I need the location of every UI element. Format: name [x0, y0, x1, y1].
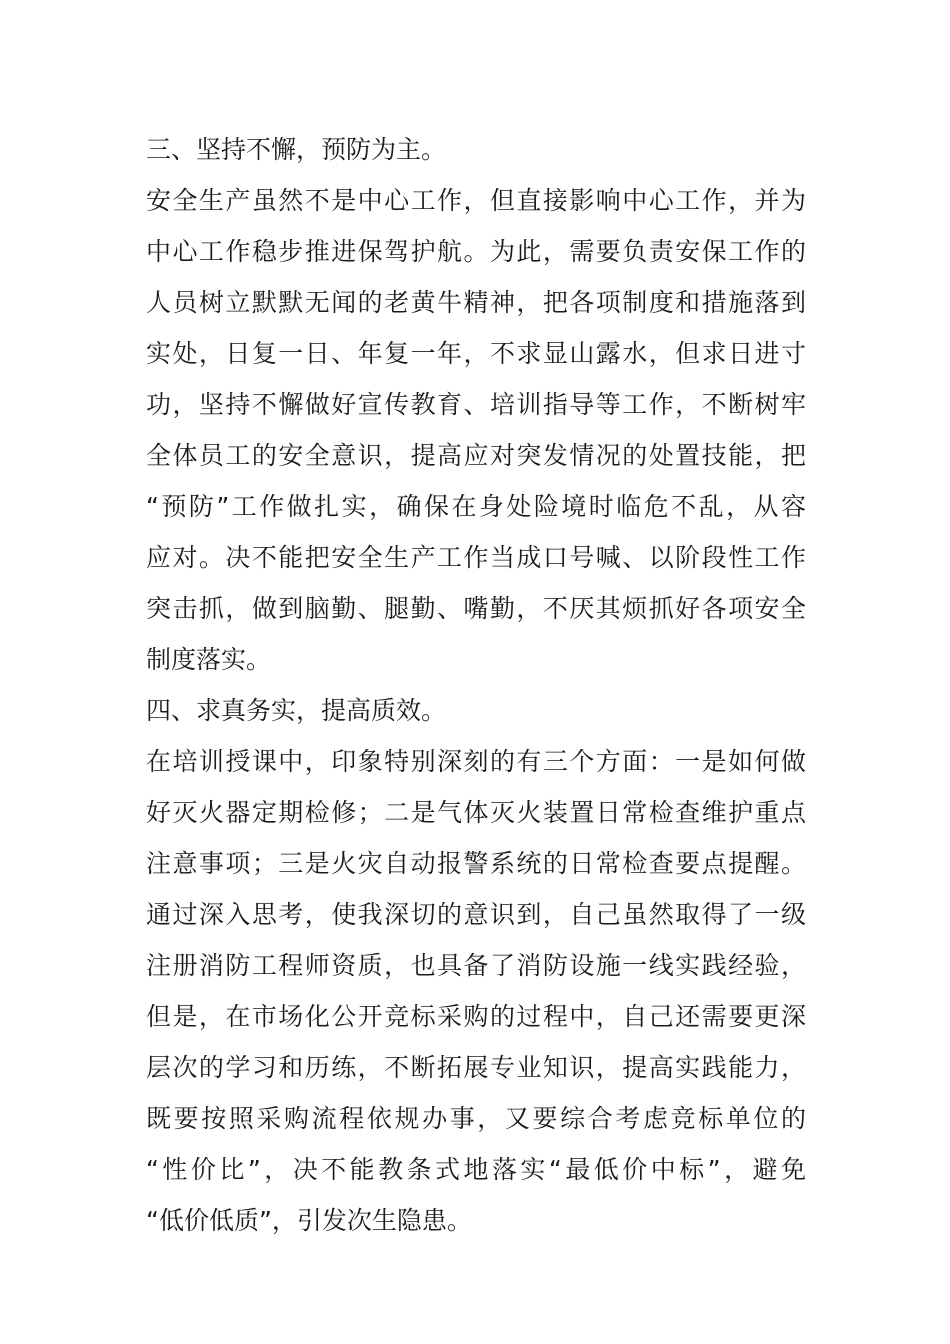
paragraph-line: 安全生产虽然不是中心工作，但直接影响中心工作，并为 — [146, 186, 806, 215]
paragraph-line: 制度落实。 — [146, 645, 272, 674]
paragraph-line: 既要按照采购流程依规办事，又要综合考虑竞标单位的 — [146, 1104, 806, 1133]
paragraph-line: 功，坚持不懈做好宣传教育、培训指导等工作，不断树牢 — [146, 390, 806, 419]
paragraph-line: “性价比”，决不能教条式地落实“最低价中标”，避免 — [146, 1155, 806, 1184]
paragraph-line: 通过深入思考，使我深切的意识到，自己虽然取得了一级 — [146, 900, 806, 929]
paragraph-line: 人员树立默默无闻的老黄牛精神，把各项制度和措施落到 — [146, 288, 806, 317]
paragraph-line: 层次的学习和历练，不断拓展专业知识，提高实践能力， — [146, 1053, 806, 1082]
paragraph-line: 注意事项；三是火灾自动报警系统的日常检查要点提醒。 — [146, 849, 806, 878]
paragraph-line: “预防”工作做扎实，确保在身处险境时临危不乱，从容 — [146, 492, 806, 521]
paragraph-line: 但是，在市场化公开竞标采购的过程中，自己还需要更深 — [146, 1002, 806, 1031]
paragraph-line: 中心工作稳步推进保驾护航。为此，需要负责安保工作的 — [146, 237, 806, 266]
paragraph-line: “低价低质”，引发次生隐患。 — [146, 1206, 472, 1235]
paragraph-line: 应对。决不能把安全生产工作当成口号喊、以阶段性工作 — [146, 543, 806, 572]
paragraph-line: 实处，日复一日、年复一年，不求显山露水，但求日进寸 — [146, 339, 806, 368]
paragraph-line: 突击抓，做到脑勤、腿勤、嘴勤，不厌其烦抓好各项安全 — [146, 594, 806, 623]
section-heading-4: 四、求真务实，提高质效。 — [146, 696, 447, 725]
paragraph-line: 在培训授课中，印象特别深刻的有三个方面：一是如何做 — [146, 747, 806, 776]
paragraph-line: 好灭火器定期检修；二是气体灭火装置日常检查维护重点 — [146, 798, 806, 827]
paragraph-line: 注册消防工程师资质，也具备了消防设施一线实践经验， — [146, 951, 806, 980]
paragraph-line: 全体员工的安全意识，提高应对突发情况的处置技能，把 — [146, 441, 806, 470]
section-heading-3: 三、坚持不懈，预防为主。 — [146, 135, 447, 164]
